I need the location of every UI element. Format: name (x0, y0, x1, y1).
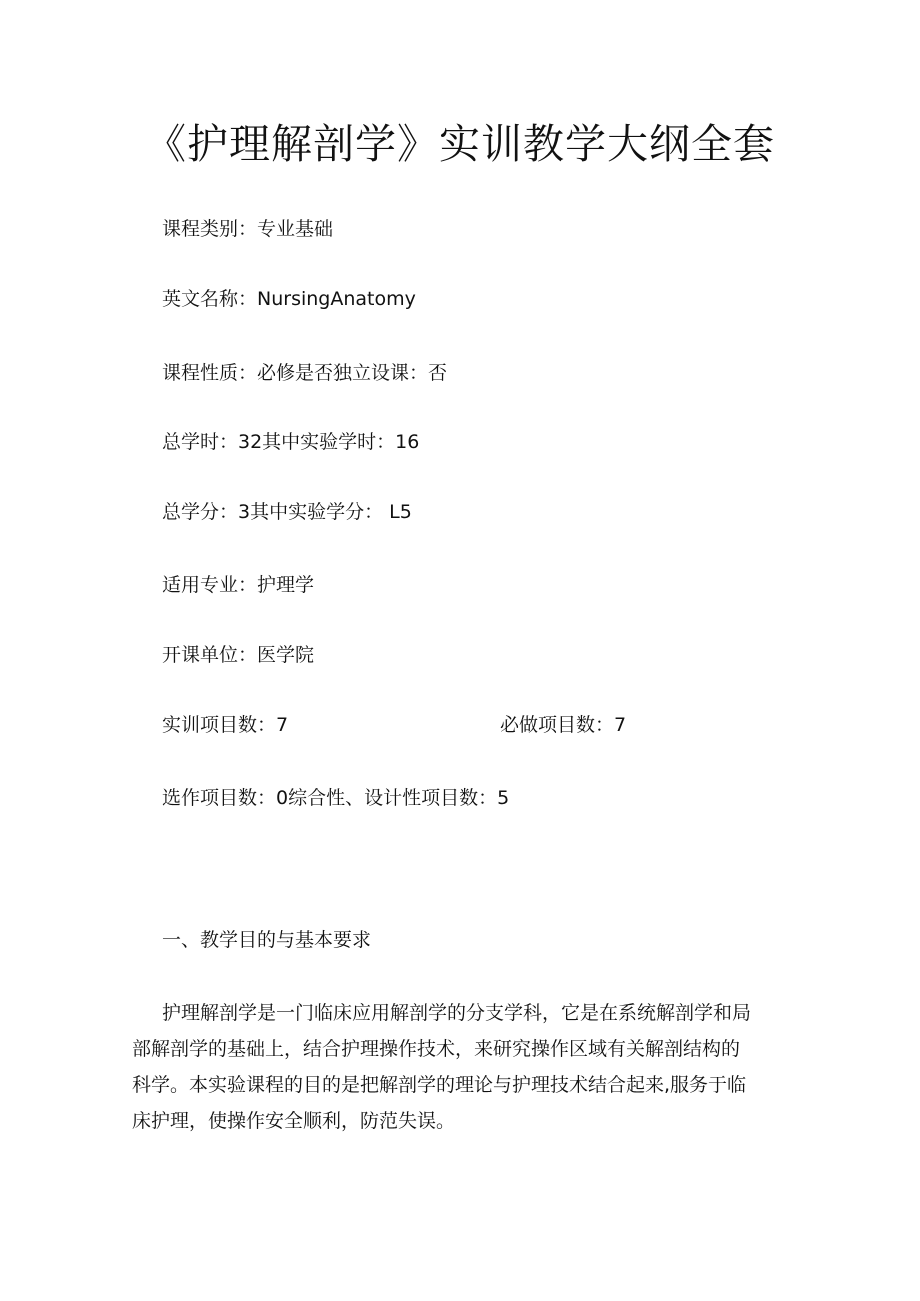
info-total-hours: 总学时：32其中实验学时：16 (162, 431, 420, 453)
section-heading: 一、教学目的与基本要求 (162, 929, 372, 951)
paragraph-line: 床护理，使操作安全顺利，防范失误。 (132, 1109, 456, 1132)
info-required-items: 必做项目数：7 (500, 714, 627, 736)
info-training-items: 实训项目数：7 (162, 714, 289, 736)
section-paragraph (132, 996, 790, 1140)
page-title: 《护理解剖学》实训教学大纲全套 (145, 120, 775, 168)
info-applicable-major: 适用专业：护理学 (162, 574, 315, 596)
info-offering-unit: 开课单位：医学院 (162, 644, 315, 666)
paragraph-line: 护理解剖学是一门临床应用解剖学的分支学科，它是在系统解剖学和局 (162, 1002, 752, 1024)
paragraph-line: 科学。本实验课程的目的是把解剖学的理论与护理技术结合起来,服务于临 (132, 1073, 747, 1096)
info-course-category: 课程类别：专业基础 (162, 218, 334, 240)
info-elective-items: 选作项目数：0综合性、设计性项目数：5 (162, 787, 510, 809)
info-english-name: 英文名称：NursingAnatomy (162, 288, 416, 310)
info-total-credits: 总学分：3其中实验学分： L5 (162, 501, 412, 523)
info-course-nature: 课程性质：必修是否独立设课：否 (162, 362, 448, 384)
paragraph-line: 部解剖学的基础上，结合护理操作技术，来研究操作区域有关解剖结构的 (132, 1037, 741, 1060)
